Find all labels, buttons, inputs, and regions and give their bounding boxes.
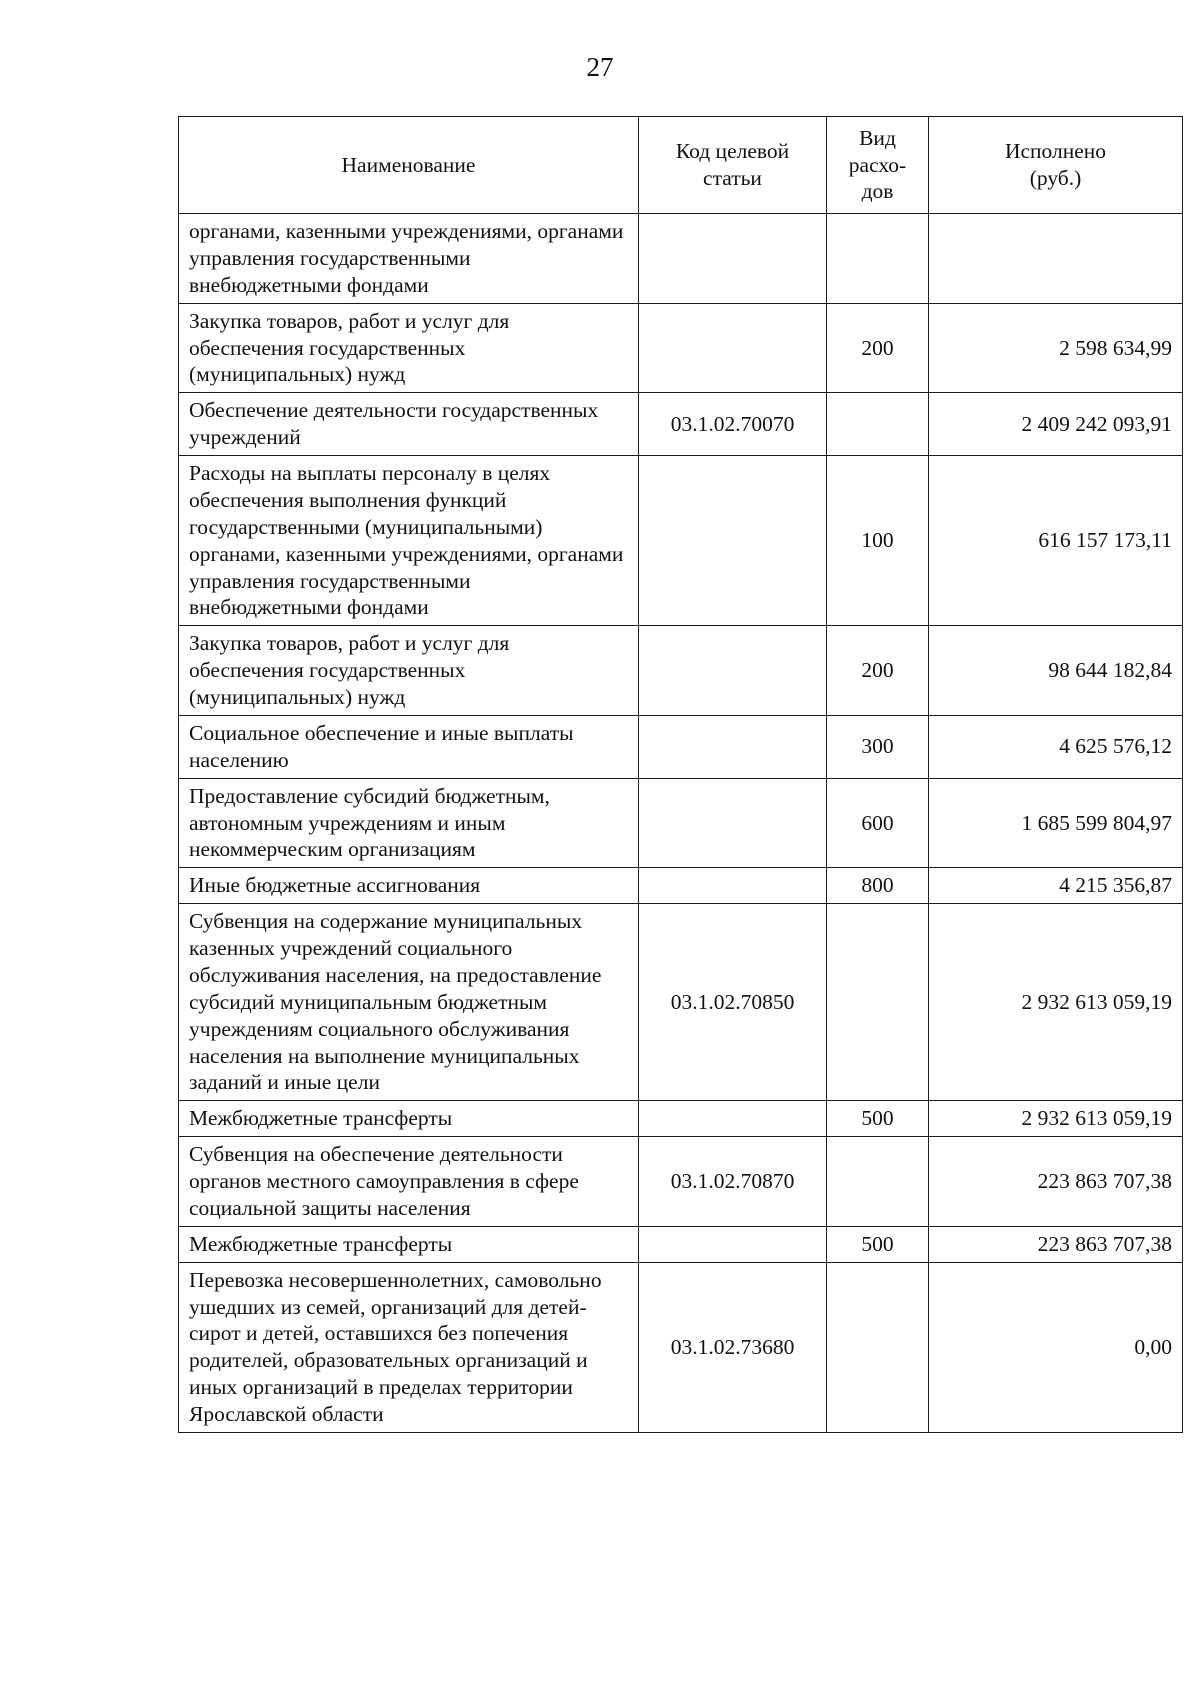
row-name: Межбюджетные трансферты [179, 1101, 639, 1137]
row-code [639, 715, 827, 778]
row-amount: 4 625 576,12 [929, 715, 1183, 778]
row-name: Субвенция на содержание муниципальных казенных учреждений социального обслуживания населения, на предоставление субсидий муниципальным бюджетным учреждениям социального обслуживания населения на выполнение муниципальных заданий и иные цели [179, 904, 639, 1101]
row-amount: 4 215 356,87 [929, 868, 1183, 904]
row-amount: 616 157 173,11 [929, 456, 1183, 626]
row-code [639, 626, 827, 716]
table-row [179, 456, 1183, 626]
row-name: Субвенция на обеспечение деятельности органов местного самоуправления в сфере социальной защиты населения [179, 1137, 639, 1227]
row-name: Межбюджетные трансферты [179, 1226, 639, 1262]
row-amount: 1 685 599 804,97 [929, 778, 1183, 868]
row-amount: 0,00 [929, 1262, 1183, 1432]
page-number: 27 [586, 52, 614, 82]
row-expense-type: 600 [827, 778, 929, 868]
row-expense-type [827, 904, 929, 1101]
row-code: 03.1.02.70870 [639, 1137, 827, 1227]
row-name: Перевозка несовершеннолетних, самовольно ушедших из семей, организаций для детей-сирот и детей, оставшихся без попечения родителей, образовательных организаций и иных организаций в пределах территории Ярославской области [179, 1262, 639, 1432]
table-row [179, 1262, 1183, 1432]
row-amount: 98 644 182,84 [929, 626, 1183, 716]
row-code: 03.1.02.70850 [639, 904, 827, 1101]
table-row [179, 626, 1183, 716]
table-row [179, 393, 1183, 456]
row-name: Обеспечение деятельности государственных учреждений [179, 393, 639, 456]
budget-table [178, 116, 1183, 1433]
table-row [179, 904, 1183, 1101]
row-expense-type [827, 214, 929, 304]
row-expense-type: 200 [827, 626, 929, 716]
table-row [179, 1101, 1183, 1137]
row-code [639, 456, 827, 626]
header-name: Наименование [179, 117, 639, 214]
row-name: Закупка товаров, работ и услуг для обеспечения государственных (муниципальных) нужд [179, 303, 639, 393]
row-code [639, 778, 827, 868]
row-expense-type: 500 [827, 1101, 929, 1137]
row-amount: 2 932 613 059,19 [929, 1101, 1183, 1137]
table-row [179, 715, 1183, 778]
row-code: 03.1.02.73680 [639, 1262, 827, 1432]
row-expense-type: 200 [827, 303, 929, 393]
row-expense-type: 300 [827, 715, 929, 778]
table-row [179, 214, 1183, 304]
row-code [639, 1226, 827, 1262]
row-name: Предоставление субсидий бюджетным, автономным учреждениям и иным некоммерческим организациям [179, 778, 639, 868]
row-name: Закупка товаров, работ и услуг для обеспечения государственных (муниципальных) нужд [179, 626, 639, 716]
table-row [179, 1226, 1183, 1262]
row-code [639, 303, 827, 393]
table-row [179, 868, 1183, 904]
header-code: Код целевой статьи [639, 117, 827, 214]
row-code: 03.1.02.70070 [639, 393, 827, 456]
row-expense-type: 500 [827, 1226, 929, 1262]
row-code [639, 1101, 827, 1137]
table-row [179, 303, 1183, 393]
row-amount: 2 932 613 059,19 [929, 904, 1183, 1101]
table-row [179, 1137, 1183, 1227]
header-type: Вид расхо-дов [827, 117, 929, 214]
row-expense-type [827, 1262, 929, 1432]
row-amount [929, 214, 1183, 304]
row-expense-type: 800 [827, 868, 929, 904]
table-body [179, 214, 1183, 1433]
header-amount: Исполнено (руб.) [929, 117, 1183, 214]
row-amount: 223 863 707,38 [929, 1137, 1183, 1227]
row-name: Расходы на выплаты персоналу в целях обеспечения выполнения функций государственными (муниципальными) органами, казенными учреждениями, органами управления государственными внебюджетными фондами [179, 456, 639, 626]
row-amount: 2 598 634,99 [929, 303, 1183, 393]
row-expense-type: 100 [827, 456, 929, 626]
row-amount: 223 863 707,38 [929, 1226, 1183, 1262]
row-amount: 2 409 242 093,91 [929, 393, 1183, 456]
row-expense-type [827, 393, 929, 456]
row-code [639, 868, 827, 904]
table-header [179, 117, 1183, 214]
row-name: Иные бюджетные ассигнования [179, 868, 639, 904]
row-expense-type [827, 1137, 929, 1227]
table-row [179, 778, 1183, 868]
row-name: органами, казенными учреждениями, органами управления государственными внебюджетными фондами [179, 214, 639, 304]
row-name: Социальное обеспечение и иные выплаты населению [179, 715, 639, 778]
row-code [639, 214, 827, 304]
